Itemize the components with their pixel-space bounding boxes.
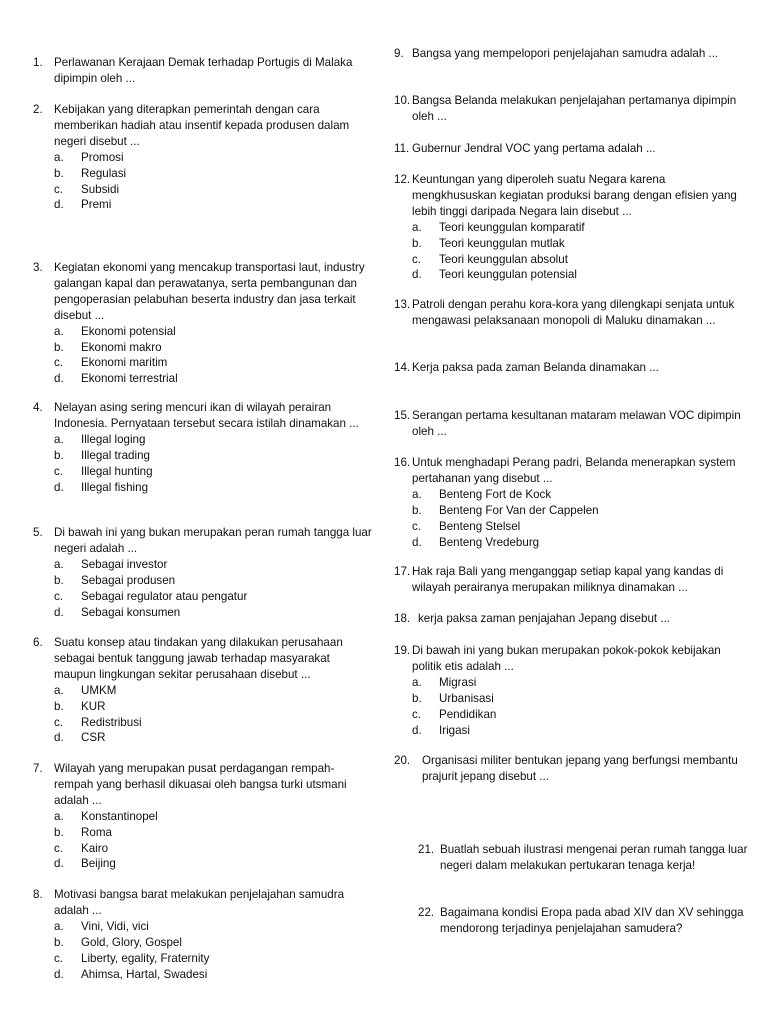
- option-letter: c.: [412, 252, 422, 266]
- option-text: Premi: [81, 198, 112, 212]
- answer-option: [54, 951, 373, 967]
- answer-options: [394, 675, 744, 739]
- answer-option: [412, 236, 744, 252]
- question-number: 12.: [394, 173, 411, 186]
- answer-option: [412, 675, 744, 691]
- question-text: Di bawah ini yang bukan merupakan pokok-pokok kebijakan politik etis adalah ...: [412, 644, 721, 673]
- question-number: 21.: [418, 843, 435, 856]
- question-text: Organisasi militer bentukan jepang yang berfungsi membantu prajurit jepang disebut ...: [422, 754, 738, 783]
- option-letter: b.: [54, 699, 64, 713]
- question-text: Untuk menghadapi Perang padri, Belanda menerapkan system pertahanan yang disebut ...: [412, 456, 736, 485]
- question-number: 17.: [394, 565, 411, 578]
- option-text: Roma: [81, 825, 112, 839]
- option-letter: c.: [54, 464, 64, 478]
- option-letter: b.: [54, 166, 64, 180]
- option-text: Benteng Vredeburg: [439, 535, 540, 549]
- question-13: [394, 297, 744, 329]
- question-text: Keuntungan yang diperoleh suatu Negara karena mengkhususkan kegiatan produksi barang dengan efisien yang lebih tinggi daripada Negara lain disebut ...: [412, 173, 737, 218]
- option-text: KUR: [81, 699, 106, 713]
- option-letter: a.: [412, 487, 422, 501]
- answer-options: [394, 487, 744, 551]
- question-4: [33, 400, 373, 495]
- answer-option: [54, 324, 373, 340]
- answer-option: [412, 519, 744, 535]
- option-letter: d.: [412, 723, 422, 737]
- option-text: Vini, Vidi, vici: [81, 919, 149, 933]
- option-text: Teori keunggulan absolut: [439, 252, 568, 266]
- answer-option: [54, 432, 373, 448]
- option-letter: a.: [54, 809, 64, 823]
- question-number: 13.: [394, 298, 411, 311]
- option-text: Redistribusi: [81, 715, 142, 729]
- answer-option: [412, 691, 744, 707]
- option-letter: a.: [54, 683, 64, 697]
- option-letter: b.: [54, 573, 64, 587]
- question-number: 1.: [33, 56, 43, 69]
- question-19: [394, 643, 744, 738]
- option-letter: c.: [412, 707, 422, 721]
- option-letter: c.: [54, 715, 64, 729]
- option-text: Illegal hunting: [81, 464, 153, 478]
- question-6: [33, 635, 373, 746]
- answer-option: [412, 267, 744, 283]
- answer-option: [412, 487, 744, 503]
- option-text: Promosi: [81, 150, 124, 164]
- answer-option: [54, 557, 373, 573]
- answer-option: [54, 967, 373, 983]
- answer-options: [33, 919, 373, 983]
- option-letter: b.: [54, 340, 64, 354]
- essay-question-21: [418, 842, 748, 874]
- question-text: Nelayan asing sering mencuri ikan di wilayah perairan Indonesia. Pernyataan tersebut secara istilah dinamakan ...: [54, 401, 359, 430]
- option-text: Benteng Stelsel: [439, 519, 521, 533]
- option-text: Pendidikan: [439, 707, 497, 721]
- option-letter: c.: [54, 589, 64, 603]
- option-letter: d.: [54, 198, 64, 212]
- question-3: [33, 260, 373, 387]
- option-letter: d.: [54, 372, 64, 386]
- answer-option: [412, 535, 744, 551]
- question-text: Bangsa yang mempelopori penjelajahan samudra adalah ...: [412, 47, 719, 60]
- question-text: Perlawanan Kerajaan Demak terhadap Portugis di Malaka dipimpin oleh ...: [54, 56, 353, 85]
- option-text: Ekonomi potensial: [81, 324, 176, 338]
- option-text: Regulasi: [81, 166, 127, 180]
- option-text: Gold, Glory, Gospel: [81, 935, 182, 949]
- question-text: Buatlah sebuah ilustrasi mengenai peran rumah tangga luar negeri dalam melakukan pertukaran tenaga kerja!: [440, 843, 748, 872]
- answer-option: [54, 182, 373, 198]
- option-text: Urbanisasi: [439, 691, 494, 705]
- option-text: Illegal loging: [81, 432, 146, 446]
- option-text: Beijing: [81, 857, 116, 871]
- answer-option: [54, 715, 373, 731]
- question-number: 3.: [33, 261, 43, 274]
- answer-option: [54, 355, 373, 371]
- option-text: Teori keunggulan potensial: [439, 268, 577, 282]
- option-text: Kairo: [81, 841, 109, 855]
- question-number: 18.: [394, 612, 411, 625]
- question-text: Bagaimana kondisi Eropa pada abad XIV dan XV sehingga mendorong terjadinya penjelajahan samudera?: [440, 906, 744, 935]
- option-text: Sebagai konsumen: [81, 605, 181, 619]
- option-text: Konstantinopel: [81, 809, 158, 823]
- answer-option: [54, 166, 373, 182]
- question-number: 6.: [33, 636, 43, 649]
- option-text: Sebagai investor: [81, 557, 168, 571]
- question-12: [394, 172, 744, 283]
- answer-option: [412, 723, 744, 739]
- option-text: Teori keunggulan komparatif: [439, 220, 585, 234]
- question-16: [394, 455, 744, 550]
- option-letter: b.: [412, 691, 422, 705]
- question-number: 19.: [394, 644, 411, 657]
- question-number: 2.: [33, 103, 43, 116]
- question-text: Kegiatan ekonomi yang mencakup transportasi laut, industry galangan kapal dan perawatanya, serta pembangunan dan pengoperasian pelabuhan beserta industry dan jasa terkait disebut ...: [54, 261, 365, 322]
- question-text: Patroli dengan perahu kora-kora yang dilengkapi senjata untuk mengawasi pelaksanaan monopoli di Maluku dinamakan ...: [412, 298, 735, 327]
- option-text: Illegal fishing: [81, 480, 149, 494]
- question-number: 16.: [394, 456, 411, 469]
- answer-option: [54, 935, 373, 951]
- option-letter: a.: [412, 220, 422, 234]
- answer-option: [54, 573, 373, 589]
- question-10: [394, 93, 744, 125]
- answer-option: [54, 856, 373, 872]
- option-text: Sebagai regulator atau pengatur: [81, 589, 248, 603]
- option-letter: d.: [54, 480, 64, 494]
- option-letter: c.: [54, 182, 64, 196]
- essay-question-22: [418, 905, 748, 937]
- answer-options: [33, 683, 373, 747]
- question-number: 7.: [33, 762, 43, 775]
- answer-options: [33, 324, 373, 388]
- question-text: Di bawah ini yang bukan merupakan peran rumah tangga luar negeri adalah ...: [54, 526, 372, 555]
- option-letter: a.: [54, 150, 64, 164]
- question-text: kerja paksa zaman penjajahan Jepang disebut ...: [418, 612, 671, 625]
- option-letter: c.: [54, 841, 64, 855]
- question-17: [394, 564, 744, 596]
- option-letter: b.: [412, 236, 422, 250]
- question-18: [394, 611, 744, 627]
- option-letter: a.: [54, 557, 64, 571]
- option-text: UMKM: [81, 683, 117, 697]
- option-text: Ekonomi makro: [81, 340, 162, 354]
- option-letter: d.: [412, 535, 422, 549]
- question-number: 9.: [394, 47, 404, 60]
- question-number: 14.: [394, 361, 411, 374]
- question-text: Kebijakan yang diterapkan pemerintah dengan cara memberikan hadiah atau insentif kepada produsen dalam negeri disebut ...: [54, 103, 350, 148]
- answer-option: [412, 252, 744, 268]
- question-text: Bangsa Belanda melakukan penjelajahan pertamanya dipimpin oleh ...: [412, 94, 737, 123]
- answer-option: [54, 480, 373, 496]
- answer-option: [412, 707, 744, 723]
- answer-option: [54, 825, 373, 841]
- option-letter: c.: [412, 519, 422, 533]
- question-number: 22.: [418, 906, 435, 919]
- option-text: Irigasi: [439, 723, 470, 737]
- answer-option: [54, 589, 373, 605]
- question-text: Kerja paksa pada zaman Belanda dinamakan ...: [412, 361, 659, 374]
- question-number: 10.: [394, 94, 411, 107]
- option-text: Ekonomi maritim: [81, 356, 168, 370]
- answer-option: [54, 464, 373, 480]
- question-2: [33, 102, 373, 213]
- answer-option: [54, 605, 373, 621]
- answer-option: [54, 730, 373, 746]
- option-text: Subsidi: [81, 182, 120, 196]
- option-text: Liberty, egality, Fraternity: [81, 951, 210, 965]
- question-8: [33, 887, 373, 982]
- option-text: Migrasi: [439, 675, 477, 689]
- option-text: Teori keunggulan mutlak: [439, 236, 565, 250]
- option-text: Ahimsa, Hartal, Swadesi: [81, 967, 208, 981]
- question-text: Motivasi bangsa barat melakukan penjelajahan samudra adalah ...: [54, 888, 345, 917]
- question-20: [394, 753, 744, 785]
- answer-options: [33, 809, 373, 873]
- question-number: 8.: [33, 888, 43, 901]
- question-9: [394, 46, 744, 62]
- option-letter: d.: [54, 731, 64, 745]
- answer-option: [412, 220, 744, 236]
- question-number: 5.: [33, 526, 43, 539]
- option-text: Sebagai produsen: [81, 573, 176, 587]
- answer-option: [412, 503, 744, 519]
- question-text: Suatu konsep atau tindakan yang dilakukan perusahaan sebagai bentuk tanggung jawab terhadap masyarakat maupun lingkungan sekitar perusahaan disebut ...: [54, 636, 343, 681]
- answer-option: [54, 919, 373, 935]
- answer-option: [54, 809, 373, 825]
- option-letter: a.: [54, 919, 64, 933]
- answer-option: [54, 683, 373, 699]
- answer-option: [54, 197, 373, 213]
- answer-options: [33, 432, 373, 496]
- question-text: Gubernur Jendral VOC yang pertama adalah ...: [412, 142, 656, 155]
- option-text: Ekonomi terrestrial: [81, 372, 178, 386]
- option-letter: c.: [54, 951, 64, 965]
- question-14: [394, 360, 744, 376]
- option-letter: d.: [54, 605, 64, 619]
- answer-option: [54, 841, 373, 857]
- question-5: [33, 525, 373, 620]
- option-text: Benteng Fort de Kock: [439, 487, 552, 501]
- question-number: 15.: [394, 409, 411, 422]
- answer-option: [54, 150, 373, 166]
- option-letter: b.: [54, 935, 64, 949]
- option-letter: b.: [54, 448, 64, 462]
- question-text: Serangan pertama kesultanan mataram melawan VOC dipimpin oleh ...: [412, 409, 741, 438]
- answer-option: [54, 699, 373, 715]
- question-11: [394, 141, 744, 157]
- answer-option: [54, 340, 373, 356]
- option-letter: b.: [54, 825, 64, 839]
- option-letter: c.: [54, 356, 64, 370]
- answer-option: [54, 371, 373, 387]
- question-15: [394, 408, 744, 440]
- question-text: Hak raja Bali yang menganggap setiap kapal yang kandas di wilayah perairanya merupakan miliknya dinamakan ...: [412, 565, 724, 594]
- option-letter: d.: [54, 967, 64, 981]
- question-number: 11.: [394, 142, 410, 155]
- option-letter: a.: [54, 432, 64, 446]
- answer-options: [394, 220, 744, 284]
- option-letter: a.: [412, 675, 422, 689]
- question-number: 4.: [33, 401, 43, 414]
- question-number: 20.: [394, 754, 411, 767]
- option-text: Benteng For Van der Cappelen: [439, 503, 599, 517]
- option-letter: b.: [412, 503, 422, 517]
- answer-options: [33, 557, 373, 621]
- option-letter: d.: [54, 857, 64, 871]
- question-7: [33, 761, 373, 872]
- option-text: CSR: [81, 731, 106, 745]
- option-text: Illegal trading: [81, 448, 150, 462]
- question-1: [33, 55, 373, 87]
- answer-option: [54, 448, 373, 464]
- option-letter: a.: [54, 324, 64, 338]
- option-letter: d.: [412, 268, 422, 282]
- question-text: Wilayah yang merupakan pusat perdagangan rempah-rempah yang berhasil dikuasai oleh bangsa turki utsmani adalah ...: [54, 762, 347, 807]
- answer-options: [33, 150, 373, 214]
